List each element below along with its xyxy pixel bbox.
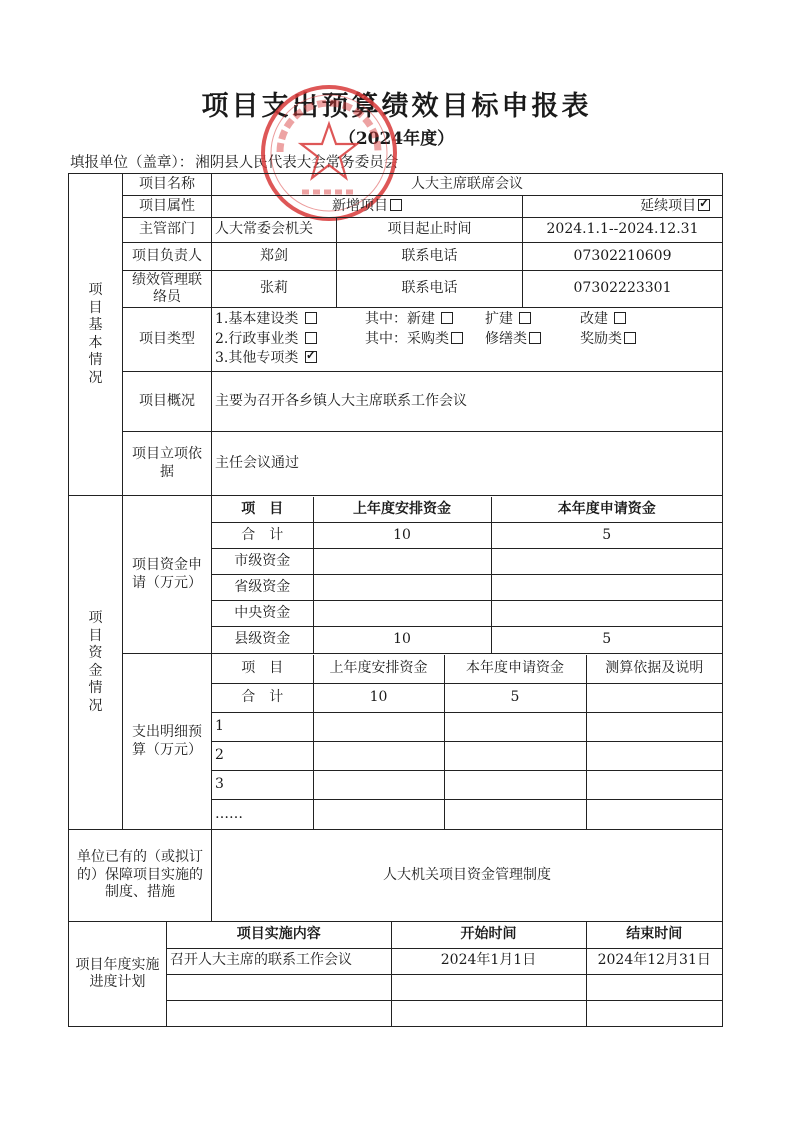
- dept-label: 主管部门: [123, 218, 212, 243]
- leader-phone-label: 联系电话: [337, 243, 523, 271]
- project-type-label: 项目类型: [123, 308, 212, 372]
- detail-header: 本年度申请资金: [444, 655, 586, 684]
- dept-value: 人大常委会机关: [212, 218, 337, 243]
- table-row: 市级资金: [212, 549, 722, 575]
- type-3-checkbox[interactable]: [305, 351, 317, 363]
- fund-apply-header: 项 目: [212, 497, 313, 523]
- table-row: ……: [212, 800, 722, 829]
- schedule-header: 结束时间: [586, 922, 722, 948]
- period-value: 2024.1.1--2024.12.31: [523, 218, 723, 243]
- basis-value: 主任会议通过: [212, 432, 723, 496]
- type-repair-checkbox[interactable]: [529, 332, 541, 344]
- contact-value: 张莉: [212, 271, 337, 308]
- fund-apply-header: 本年度申请资金: [491, 497, 722, 523]
- contact-phone-value: 07302223301: [523, 271, 723, 308]
- reporting-unit-name: 湘阴县人民代表大会常务委员会: [195, 155, 399, 171]
- attr-new-option[interactable]: 新增项目: [212, 196, 523, 218]
- detail-header: 项 目: [212, 655, 313, 684]
- period-label: 项目起止时间: [337, 218, 523, 243]
- type-purchase-checkbox[interactable]: [451, 332, 463, 344]
- table-row: 召开人大主席的联系工作会议 2024年1月1日 2024年12月31日: [167, 948, 722, 974]
- reporting-unit: [70, 151, 398, 172]
- attr-continue-option[interactable]: 延续项目✓: [523, 196, 723, 218]
- detail-budget-table: [212, 655, 722, 829]
- measures-value: 人大机关项目资金管理制度: [212, 830, 723, 922]
- attr-new-checkbox[interactable]: [390, 199, 402, 211]
- table-row: [167, 1000, 722, 1026]
- type-new-checkbox[interactable]: [441, 312, 453, 324]
- schedule-table: [167, 922, 722, 1026]
- table-row: 合 计 10 5: [212, 523, 722, 549]
- leader-value: 郑剑: [212, 243, 337, 271]
- performance-form-table: [68, 173, 723, 1027]
- attr-continue-checkbox[interactable]: [698, 199, 710, 211]
- type-rebuild-checkbox[interactable]: [614, 312, 626, 324]
- basis-label: 项目立项依据: [123, 432, 212, 496]
- funds-section-label: 项 目 资 金 情 况: [69, 496, 123, 830]
- fund-apply-header: 上年度安排资金: [313, 497, 491, 523]
- overview-value: 主要为召开各乡镇人大主席联系工作会议: [212, 372, 723, 432]
- basic-section-label: 项 目 基 本 情 况: [69, 174, 123, 496]
- table-row: [167, 974, 722, 1000]
- measures-label: 单位已有的（或拟订的）保障项目实施的制度、措施: [69, 830, 212, 922]
- table-row: 3: [212, 771, 722, 800]
- type-expand-checkbox[interactable]: [519, 312, 531, 324]
- type-reward-checkbox[interactable]: [624, 332, 636, 344]
- contact-phone-label: 联系电话: [337, 271, 523, 308]
- table-row: 1: [212, 713, 722, 742]
- form-subtitle: （2024年度）: [338, 129, 455, 149]
- fund-apply-table: [212, 497, 722, 653]
- type-1-checkbox[interactable]: [305, 312, 317, 324]
- schedule-header: 开始时间: [391, 922, 586, 948]
- fund-apply-label: 项目资金申请（万元）: [123, 496, 212, 654]
- table-row: 中央资金: [212, 601, 722, 627]
- detail-budget-label: 支出明细预算（万元）: [123, 654, 212, 830]
- detail-header: 上年度安排资金: [313, 655, 444, 684]
- contact-label: 绩效管理联络员: [123, 271, 212, 308]
- table-row: 2: [212, 742, 722, 771]
- project-name-label: 项目名称: [123, 174, 212, 196]
- project-type-options: 1.基本建设类 其中：新建 扩建 改建 2.行政事业类 其中：采购类 修缮类 奖励类 3.其他专项类 ✓: [212, 308, 723, 372]
- leader-phone-value: 07302210609: [523, 243, 723, 271]
- project-attr-label: 项目属性: [123, 196, 212, 218]
- schedule-header: 项目实施内容: [167, 922, 391, 948]
- table-row: 县级资金 10 5: [212, 627, 722, 653]
- leader-label: 项目负责人: [123, 243, 212, 271]
- project-name-value: 人大主席联席会议: [212, 174, 723, 196]
- table-row: 合 计 10 5: [212, 684, 722, 713]
- detail-header: 测算依据及说明: [586, 655, 722, 684]
- schedule-label: 项目年度实施进度计划: [69, 922, 167, 1027]
- form-title: 项目支出预算绩效目标申报表: [201, 91, 592, 122]
- table-row: 省级资金: [212, 575, 722, 601]
- type-2-checkbox[interactable]: [305, 332, 317, 344]
- overview-label: 项目概况: [123, 372, 212, 432]
- reporting-unit-label: 填报单位（盖章）：: [70, 155, 194, 171]
